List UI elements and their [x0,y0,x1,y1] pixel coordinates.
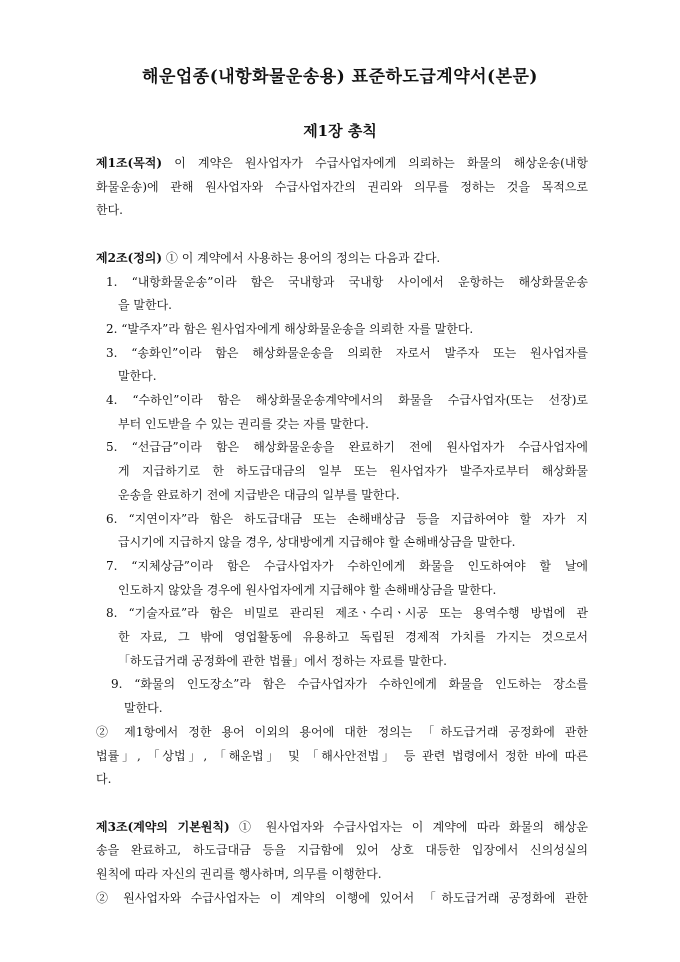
definition-item: 2. “발주자”라 함은 원사업자에게 해상화물운송을 의뢰한 자를 말한다. [106,321,474,336]
article-1-line: 한다. [96,203,123,218]
article-3-heading: 제3조(계약의 기본원칙) [96,819,230,834]
definition-item: 3. “송화인”이라 함은 해상화물운송을 의뢰한 자로서 발주자 또는 원사업자를 [106,345,588,360]
article-3-line: ② 원사업자와 수급사업자는 이 계약의 이행에 있어서 「하도급거래 공정화에 관한 [96,890,588,905]
definition-item-cont: 운송을 완료하기 전에 지급받은 대금의 일부를 말한다. [118,487,400,502]
article-2-line [96,247,588,271]
definition-item-cont: 급시기에 지급하지 않을 경우, 상대방에게 지급해야 할 손해배상금을 말한다. [118,535,516,550]
paragraph-gap [96,792,588,816]
definition-item-cont: 을 말한다. [118,298,172,313]
article-3-line: 원칙에 따라 자신의 권리를 행사하며, 의무를 이행한다. [96,867,382,882]
article-1-heading: 제1조(목적) [96,156,163,170]
article-2-paragraph-2: ② 제1항에서 정한 용어 이외의 용어에 대한 정의는 「하도급거래 공정화에 관한 [96,724,588,739]
article-2-paragraph-2: 법률」, 「상법」, 「해운법」 및 「해사안전법」 등 관련 법령에서 정한 바에 따른 [96,748,588,763]
definition-item-cont: 한 자료, 그 밖에 영업활동에 유용하고 독립된 경제적 가치를 가지는 것으로서 [118,630,588,645]
definition-item: 4. “수하인”이라 함은 해상화물운송계약에서의 화물을 수급사업자(또는 선장)로 [106,393,588,408]
article-2-text: ① 이 계약에서 사용하는 용어의 정의는 다음과 같다. [162,250,441,265]
article-1-line [96,152,588,176]
definition-item: 7. “지체상금”이라 함은 수급사업자가 수하인에게 화물을 인도하여야 할 날에 [106,558,588,573]
article-2-paragraph-2: 다. [96,772,112,787]
definition-item-cont: 말한다. [124,701,163,716]
definition-item-cont: 「하도급거래 공정화에 관한 법률」에서 정하는 자료를 말한다. [118,653,447,668]
definition-item-cont: 말한다. [118,369,157,384]
paragraph-gap [96,223,588,247]
article-3-text: ① 원사업자와 수급사업자는 이 계약에 따라 화물의 해상운 [229,819,588,834]
document-title: 해운업종(내항화물운송용) 표준하도급계약서(본문) [142,67,538,87]
article-3-line [96,816,588,840]
definition-item: 5. “선급금”이라 함은 해상화물운송을 완료하기 전에 원사업자가 수급사업자에 [106,440,588,455]
article-1-text: 이 계약은 원사업자가 수급사업자에게 의뢰하는 화물의 해상운송(내항 [162,156,588,170]
definition-item: 6. “지연이자”라 함은 하도급대금 또는 손해배상금 등을 지급하여야 할 자가 지 [106,511,588,526]
document-body [96,152,588,910]
definition-item: 9. “화물의 인도장소”라 함은 수급사업자가 수하인에게 화물을 인도하는 장소를 [111,677,588,692]
chapter-heading: 제1장 총칙 [303,122,377,140]
definition-item: 8. “기술자료”라 함은 비밀로 관리된 제조ㆍ수리ㆍ시공 또는 용역수행 방법에 관 [106,606,588,621]
article-1-line: 화물운송)에 관해 원사업자와 수급사업자간의 권리와 의무를 정하는 것을 목적으로 [96,179,588,194]
definition-item-cont: 부터 인도받을 수 있는 권리를 갖는 자를 말한다. [118,416,369,431]
article-2-heading: 제2조(정의) [96,250,163,265]
article-3-line: 송을 완료하고, 하도급대금 등을 지급함에 있어 상호 대등한 입장에서 신의성실의 [96,843,588,858]
definition-item: 1. “내항화물운송”이라 함은 국내항과 국내항 사이에서 운항하는 해상화물운송 [106,274,588,289]
definition-item-cont: 게 지급하기로 한 하도급대금의 일부 또는 원사업자가 발주자로부터 해상화물 [118,464,588,479]
definition-item-cont: 인도하지 않았을 경우에 원사업자에게 지급해야 할 손해배상금을 말한다. [118,582,497,597]
